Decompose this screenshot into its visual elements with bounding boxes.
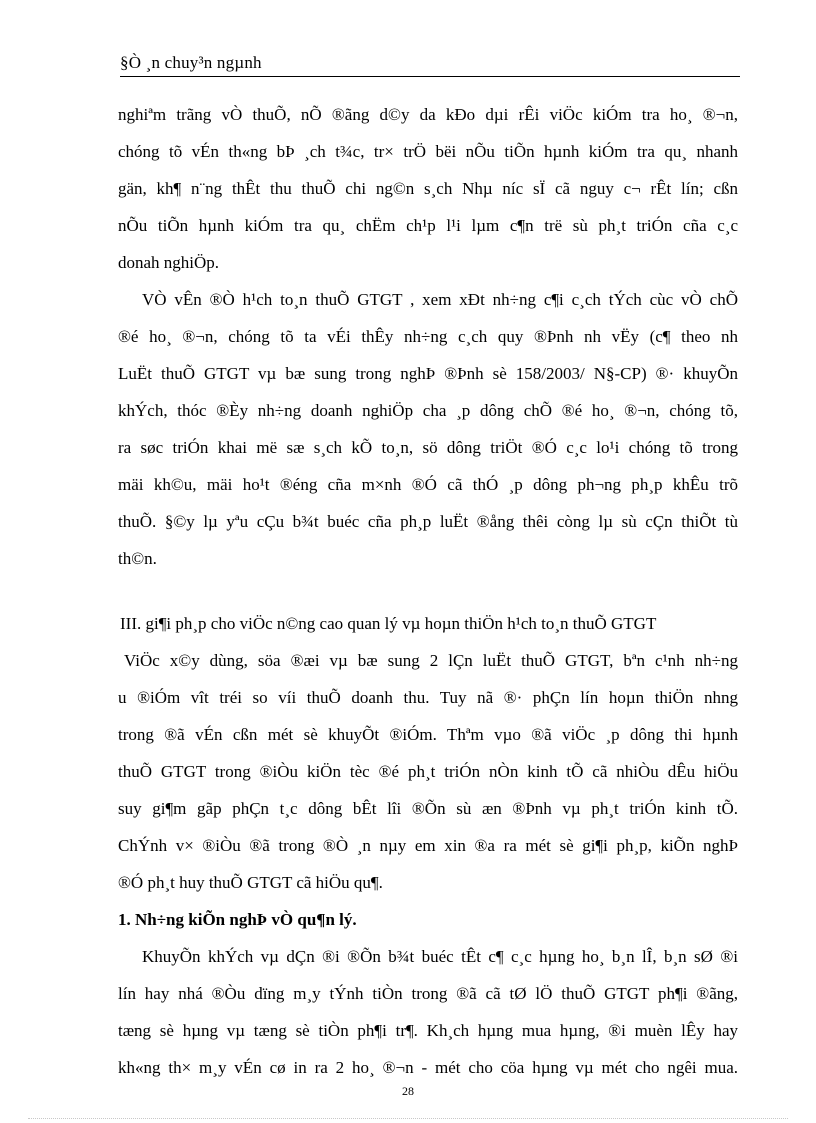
text-line: nghiªm trãng vÒ thuÕ, nÕ ®ãng d©y da kÐo dµi rÊi viÖc kiÓm tra ho¸ ®¬n, bbox=[118, 105, 738, 124]
text-line: KhuyÕn khÝch vµ dÇn ®i ®Õn b¾t buéc tÊt c¶ c¸c hµng ho¸ b¸n lÎ, b¸n sØ ®i bbox=[142, 947, 738, 966]
text-line: LuËt thuÕ GTGT vµ bæ sung trong nghÞ ®Þnh sè 158/2003/ N§-CP) ®· khuyÕn bbox=[118, 364, 738, 383]
subsection-heading: 1. Nh÷ng kiÕn nghÞ vÒ qu¶n lý. bbox=[118, 910, 357, 929]
text-line: chóng tõ vÉn th«ng bÞ ¸ch t¾c, tr× trÖ bëi nÕu tiÕn hµnh kiÓm tra qu¸ nhanh bbox=[118, 142, 738, 161]
paragraph-gap bbox=[118, 577, 738, 605]
text-line: th©n. bbox=[118, 549, 157, 568]
text-line: u ®iÓm vît tréi so víi thuÕ doanh thu. Tuy nã ®· phÇn lín hoµn thiÖn nhng bbox=[118, 688, 738, 707]
paragraph-1 bbox=[118, 96, 738, 281]
text-line: VÒ vÊn ®Ò h¹ch to¸n thuÕ GTGT , xem xÐt nh÷ng c¶i c¸ch tÝch cùc vÒ chÕ bbox=[142, 290, 738, 309]
text-line: donah nghiÖp. bbox=[118, 253, 220, 272]
text-line: thuÕ GTGT trong ®iÒu kiÖn tèc ®é ph¸t triÓn nÒn kinh tÕ cã nhiÒu dÊu hiÖu bbox=[118, 762, 738, 781]
text-line: ®Ó ph¸t huy thuÕ GTGT cã hiÖu qu¶. bbox=[118, 873, 383, 892]
page-bottom-border bbox=[28, 1118, 788, 1119]
header-rule bbox=[120, 76, 740, 77]
text-line: trong ®ã vÉn cßn mét sè khuyÕt ®iÓm. Thªm vµo ®ã viÖc ¸p dông thi hµnh bbox=[118, 725, 738, 744]
text-line: ra søc triÓn khai më sæ s¸ch kÕ to¸n, sö dông triÖt ®Ó c¸c lo¹i chóng tõ trong bbox=[118, 438, 738, 457]
page-number: 28 bbox=[402, 1084, 414, 1098]
text-line: mäi kh©u, mäi ho¹t ®éng cña m×nh ®Ó cã thÓ ¸p dông ph¬ng ph¸p khÊu trõ bbox=[118, 475, 738, 494]
paragraph-3 bbox=[118, 642, 738, 901]
text-line: ViÖc x©y dùng, söa ®æi vµ bæ sung 2 lÇn luËt thuÕ GTGT, bªn c¹nh nh÷ng bbox=[124, 651, 738, 670]
page-body bbox=[118, 96, 738, 1086]
text-line: gän, kh¶ n¨ng thÊt thu thuÕ chi ng©n s¸ch Nhµ níc sÏ cã nguy c¬ rÊt lín; cßn bbox=[118, 179, 738, 198]
running-header: §Ò ¸n chuy³n ngµnh bbox=[120, 53, 262, 72]
text-line: khÝch, thóc ®Èy nh÷ng doanh nghiÖp cha ¸p dông chÕ ®é ho¸ ®¬n, chóng tõ, bbox=[118, 401, 738, 420]
text-line: suy gi¶m gãp phÇn t¸c dông bÊt lîi ®Õn sù æn ®Þnh vµ ph¸t triÓn kinh tÕ. bbox=[118, 799, 738, 818]
text-line: tæng sè hµng vµ tæng sè tiÒn ph¶i tr¶. Kh¸ch hµng mua hµng, ®i muèn lÊy hay bbox=[118, 1021, 738, 1040]
text-line: kh«ng th× m¸y vÉn cø in ra 2 ho¸ ®¬n - mét cho cöa hµng vµ mét cho ngêi mua. bbox=[118, 1058, 738, 1077]
text-line: ®é ho¸ ®¬n, chóng tõ ta vÉi thÊy nh÷ng c¸ch quy ®Þnh nh vËy (c¶ theo nh bbox=[118, 327, 738, 346]
text-line: lín hay nhá ®Òu dïng m¸y tÝnh tiÒn trong ®ã cã tØ lÖ thuÕ GTGT ph¶i ®ãng, bbox=[118, 984, 738, 1003]
text-line: nÕu tiÕn hµnh kiÓm tra qu¸ chËm ch¹p l¹i lµm c¶n trë sù ph¸t triÓn cña c¸c bbox=[118, 216, 738, 235]
section-heading: III. gi¶i ph¸p cho viÖc n©ng cao quan lý vµ hoµn thiÖn h¹ch to¸n thuÕ GTGT bbox=[120, 614, 657, 633]
paragraph-2 bbox=[118, 281, 738, 577]
paragraph-4 bbox=[118, 938, 738, 1086]
text-line: thuÕ. §©y lµ yªu cÇu b¾t buéc cña ph¸p luËt ®ång thêi còng lµ sù cÇn thiÕt tù bbox=[118, 512, 738, 531]
text-line: ChÝnh v× ®iÒu ®ã trong ®Ò ¸n nµy em xin ®a ra mét sè gi¶i ph¸p, kiÕn nghÞ bbox=[118, 836, 738, 855]
